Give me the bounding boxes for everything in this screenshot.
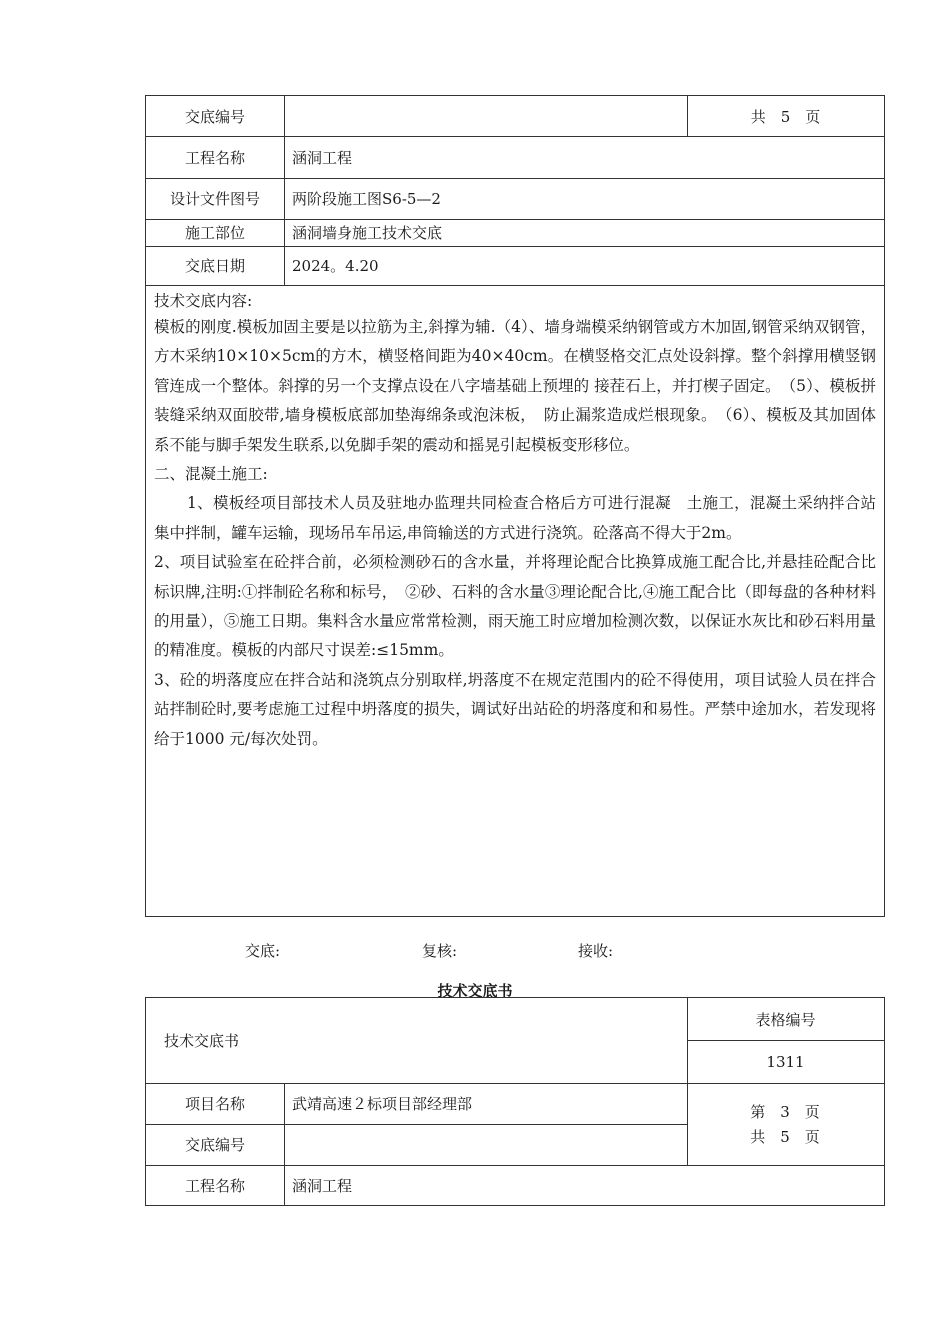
technical-content	[146, 285, 884, 916]
form-number-value: 1311	[766, 1052, 805, 1071]
label-jiaodi-date: 交底日期	[184, 257, 245, 275]
value-construction-part: 涵洞墙身施工技术交底	[292, 224, 443, 242]
value-jiaodi-number	[284, 96, 687, 136]
label-construction-part: 施工部位	[184, 224, 245, 242]
document-title: 技术交底书	[437, 982, 513, 1000]
content-paragraph: 3、砼的坍落度应在拌合站和浇筑点分别取样,坍落度不在规定范围内的砼不得使用，项目试验人员在拌合站拌制砼时,要考虑施工过程中坍落度的损失，调试好出站砼的坍落度和和易性。严禁中途加水，若发现将给于1000 元/每次处罚。	[154, 670, 876, 748]
label-jiaodi-number: 交底编号	[184, 1136, 245, 1154]
content-paragraph: 1、模板经项目部技术人员及驻地办监理共同检查合格后方可进行混凝 土施工，混凝土采纳拌合站集中拌制，罐车运输，现场吊车吊运,串筒输送的方式进行浇筑。砼落高不得大于2m。	[154, 494, 876, 542]
content-section-heading: 二、混凝土施工:	[154, 465, 268, 484]
content-heading: 技术交底内容:	[154, 292, 253, 310]
disclosure-table-2	[145, 997, 885, 1206]
value-jiaodi-date: 2024。4.20	[292, 257, 379, 275]
disclosure-table-1	[145, 95, 885, 917]
value-project-name: 涵洞工程	[292, 148, 353, 167]
signature-jiaodi: 交底:	[245, 942, 281, 960]
content-paragraph: 模板的刚度.模板加固主要是以拉筋为主,斜撑为辅.（4）、墙身端模采纳钢管或方木加固,钢管采纳双钢管，方木采纳10×10×5cm的方木，横竖格间距为40×40cm。在横竖格交汇点处设斜撑。整个斜撑用横竖钢管连成一个整体。斜撑的另一个支撑点设在八字墙基础上预埋的 接茬石上，并打楔子固定。 （5）、模板拼装缝采纳双面胶带,墙身模板底部加垫海绵条或泡沫板， 防止漏浆造成烂根现象。 （6）、模板及其加固体系不能与脚手架发生联系,以免脚手架的震动和摇晃引起模板变形移位。	[154, 318, 876, 454]
value-design-drawing: 两阶段施工图S6-5—2	[292, 190, 441, 208]
value-project-name: 武靖高速２标项目部经理部	[292, 1095, 473, 1113]
label-jiaodi-number: 交底编号	[184, 107, 245, 126]
signature-fuhe: 复核:	[422, 942, 458, 960]
form-number-label: 表格编号	[755, 1010, 816, 1029]
value-jiaodi-number	[284, 1124, 687, 1165]
page-total: 共 5 页	[750, 1128, 820, 1146]
label-project-name: 工程名称	[184, 148, 245, 167]
label-design-drawing: 设计文件图号	[169, 190, 260, 208]
value-project-title: 涵洞工程	[292, 1176, 353, 1195]
page-total: 共 5 页	[750, 107, 821, 126]
page-current: 第 3 页	[750, 1103, 820, 1121]
header-label: 技术交底书	[164, 1032, 240, 1050]
label-project-name: 项目名称	[184, 1095, 245, 1113]
signature-jieshou: 接收:	[578, 942, 614, 960]
content-paragraph: 2、项目试验室在砼拌合前，必须检测砂石的含水量，并将理论配合比换算成施工配合比,并悬挂砼配合比标识牌,注明:①拌制砼名称和标号， ②砂、石料的含水量③理论配合比,④施工配合比（即每盘的各种材料的用量），⑤施工日期。集料含水量应常常检测，雨天施工时应增加检测次数，以保证水灰比和砂石料用量的精准度。模板的内部尺寸误差:≤15mm。	[154, 553, 876, 660]
label-project-title: 工程名称	[184, 1176, 245, 1195]
